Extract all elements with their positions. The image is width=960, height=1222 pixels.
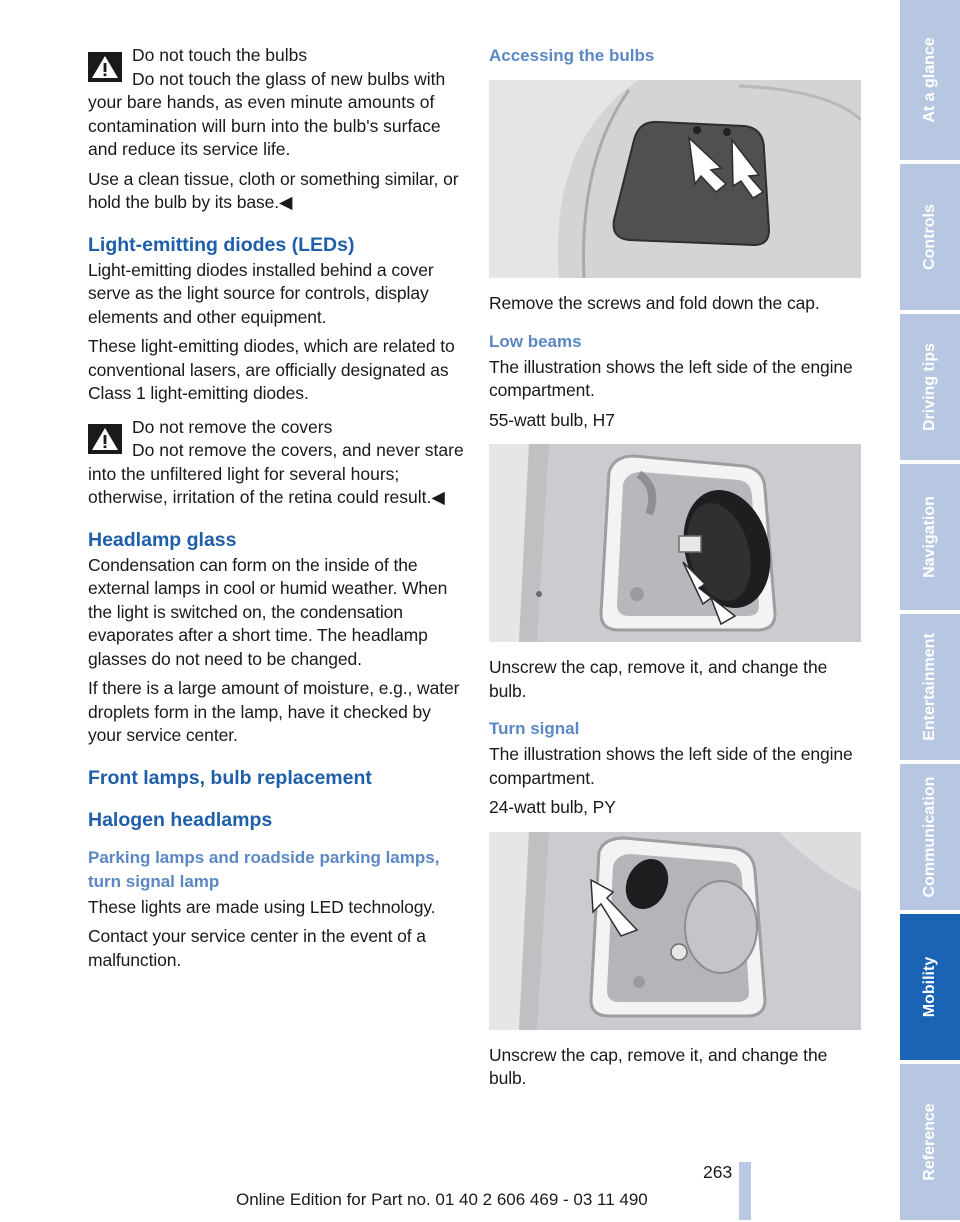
warning-text: Do not remove the covers, and never stare into the unfiltered light for several hours; otherwise, irritation of the retina could result.◀: [88, 440, 464, 507]
warning-title: Do not touch the bulbs: [132, 45, 308, 65]
tab-at-a-glance[interactable]: At a glance: [900, 0, 960, 162]
page-marker-bar: [739, 1162, 751, 1220]
right-column: [489, 44, 861, 1097]
heading-front-lamps: Front lamps, bulb replacement: [88, 766, 372, 789]
warning-bulbs: [88, 44, 464, 162]
heading-leds: Light-emitting diodes (LEDs): [88, 233, 355, 256]
bulb-type: 24-watt bulb, PY: [489, 797, 616, 817]
footer-edition: Online Edition for Part no. 01 40 2 606 469 - 03 11 490: [236, 1190, 648, 1209]
paragraph: The illustration shows the left side of the engine compartment.: [489, 356, 853, 400]
figure-low-beam: [489, 444, 861, 642]
paragraph: The illustration shows the left side of the engine compartment.: [489, 744, 853, 788]
warning-title: Do not remove the covers: [132, 416, 333, 437]
warning-covers: [88, 416, 464, 510]
caption-low-beam: Unscrew the cap, remove it, and change the bulb.: [489, 657, 828, 701]
caption-turn-signal: Unscrew the cap, remove it, and change the bulb.: [489, 1044, 828, 1088]
figure-access-cover: [489, 80, 861, 278]
paragraph: These lights are made using LED technology.: [88, 896, 436, 917]
paragraph: Condensation can form on the inside of the external lamps in cool or humid weather. When the light is switched on, the condensation evaporates after a short time. The headlamp glasses do not need to be changed.: [88, 554, 448, 669]
caption-access: Remove the screws and fold down the cap.: [489, 293, 820, 313]
paragraph: Contact your service center in the event of a malfunction.: [88, 926, 426, 970]
subheading-parking: Parking lamps and roadside parking lamps, turn signal lamp: [88, 847, 440, 891]
tab-navigation[interactable]: Navigation: [900, 464, 960, 612]
left-column: [88, 44, 464, 978]
tab-reference[interactable]: Reference: [900, 1064, 960, 1222]
warning-icon: [88, 52, 122, 82]
heading-headlamp-glass: Headlamp glass: [88, 528, 237, 551]
figure-turn-signal: [489, 832, 861, 1030]
paragraph: These light-emitting diodes, which are related to conventional lasers, are officially designated as Class 1 light-emitting diodes.: [88, 336, 455, 403]
bulb-type: 55-watt bulb, H7: [489, 409, 615, 430]
warning-icon: [88, 424, 122, 454]
warning-text: Do not touch the glass of new bulbs with your bare hands, as even minute amounts of contamination will burn into the bulb's surface and reduce its service life.: [88, 68, 446, 159]
tab-mobility[interactable]: Mobility: [900, 914, 960, 1062]
heading-low-beams: Low beams: [489, 331, 582, 351]
heading-accessing-bulbs: Accessing the bulbs: [489, 46, 655, 65]
tab-driving-tips[interactable]: Driving tips: [900, 314, 960, 462]
heading-halogen: Halogen headlamps: [88, 808, 273, 831]
page-number: 263: [703, 1162, 733, 1182]
paragraph: Light-emitting diodes installed behind a cover serve as the light source for controls, display elements and other equipment.: [88, 259, 434, 327]
heading-turn-signal: Turn signal: [489, 719, 580, 738]
paragraph: If there is a large amount of moisture, e.g., water droplets form in the lamp, have it checked by your service center.: [88, 678, 460, 745]
tab-entertainment[interactable]: Entertainment: [900, 614, 960, 762]
tab-communication[interactable]: Communication: [900, 764, 960, 912]
chapter-tabs: [900, 0, 960, 1222]
paragraph: Use a clean tissue, cloth or something similar, or hold the bulb by its base.◀: [88, 168, 459, 212]
tab-controls[interactable]: Controls: [900, 164, 960, 312]
